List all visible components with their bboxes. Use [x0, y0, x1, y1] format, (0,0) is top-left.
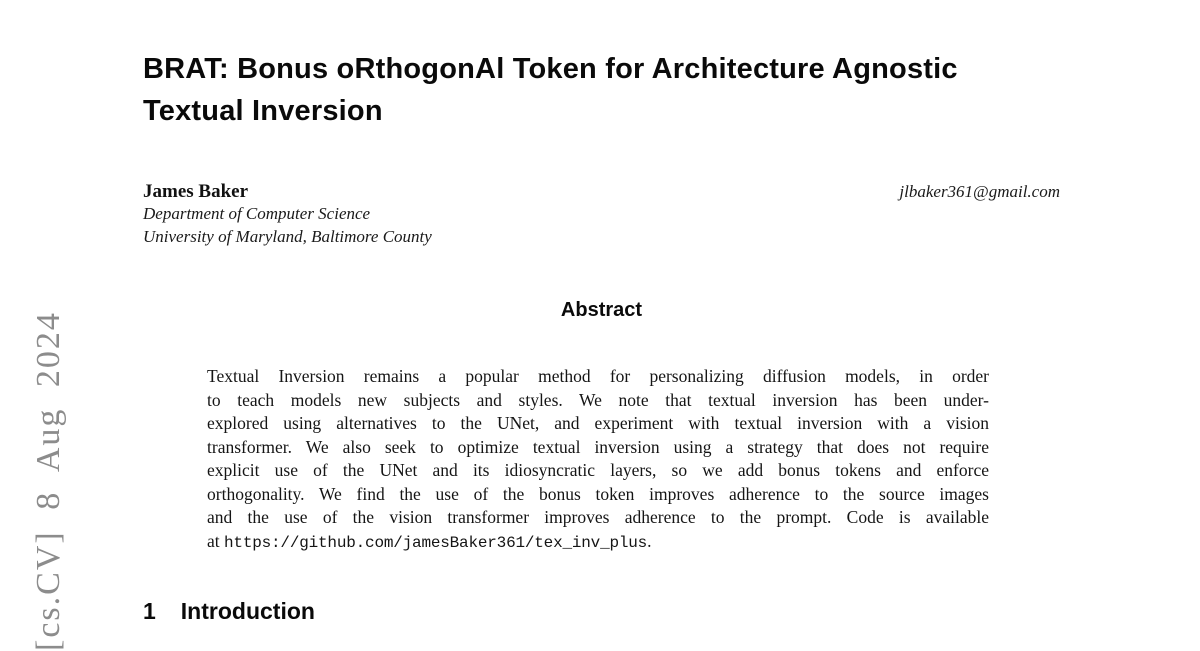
abstract-line: to teach models new subjects and styles. We note that textual inversion has been under- — [207, 389, 989, 410]
abstract-heading: Abstract — [560, 299, 643, 321]
paper-page — [143, 0, 1060, 648]
author-department: Department of Computer Science — [143, 204, 371, 223]
abstract-line: Textual Inversion remains a popular method for personalizing diffusion models, in order — [207, 366, 989, 386]
author-university: University of Maryland, Baltimore County — [143, 226, 432, 246]
abstract-line: explored using alternatives to the UNet, and experiment with textual inversion with a vision — [207, 413, 989, 433]
section-heading-introduction — [143, 598, 315, 625]
arxiv-watermark: [cs.CV] 8 Aug 2024 — [30, 311, 67, 651]
author-email: jlbaker361@gmail.com — [899, 182, 1060, 201]
abstract-url-suffix: . — [647, 530, 652, 551]
author-info — [143, 180, 432, 248]
abstract-line: orthogonality. We find the use of the bonus token improves adherence to the source images — [207, 483, 989, 504]
abstract-line: transformer. We also seek to optimize textual inversion using a strategy that does not require — [207, 436, 989, 457]
abstract-url-prefix: at — [207, 530, 225, 551]
paper-title-line2: Textual Inversion — [143, 95, 383, 127]
abstract-line: and the use of the vision transformer improves adherence to the prompt. Code is available — [207, 507, 989, 527]
abstract-body — [207, 365, 989, 555]
author-block — [143, 180, 1060, 248]
section-number: 1 — [143, 598, 156, 624]
abstract-line: explicit use of the UNet and its idiosyncratic layers, so we add bonus tokens and enforce — [207, 460, 989, 480]
github-repo-link[interactable]: https://github.com/jamesBaker361/tex_inv_plus — [224, 533, 648, 552]
author-name: James Baker — [143, 181, 249, 202]
abstract-last-line — [207, 530, 989, 556]
section-title: Introduction — [180, 598, 315, 624]
paper-title — [143, 48, 1060, 132]
paper-title-line1: BRAT: Bonus oRthogonAl Token for Architecture Agnostic — [143, 53, 958, 85]
